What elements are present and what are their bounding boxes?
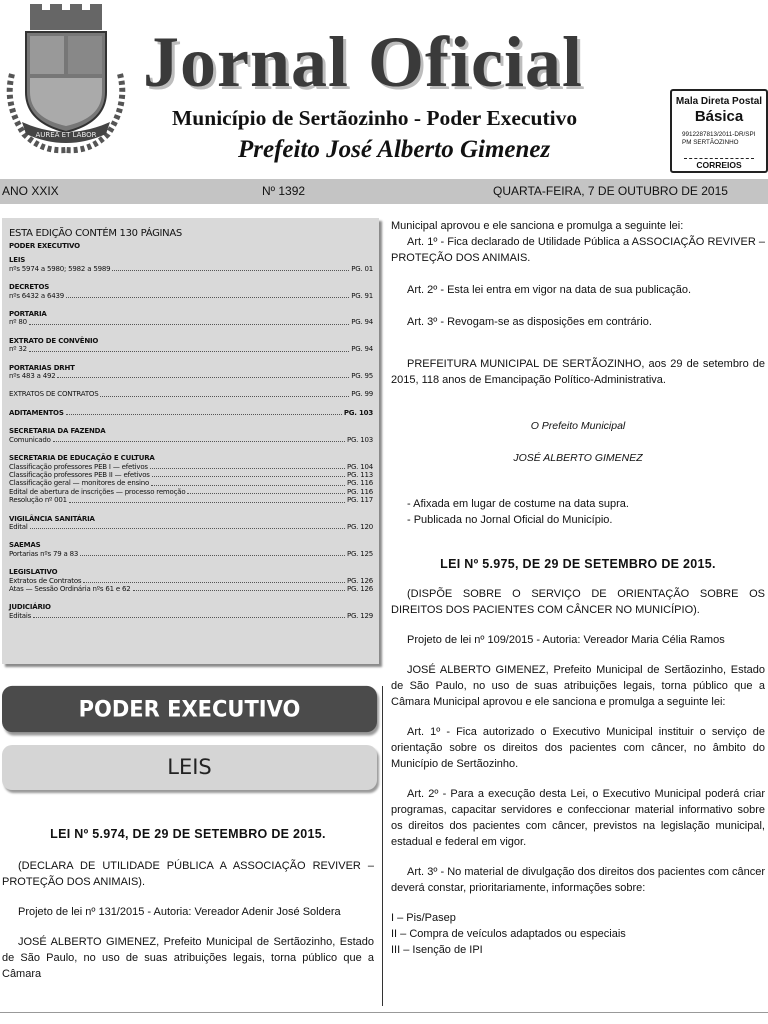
toc-row: EXTRATOS DE CONTRATOS PG. 99 <box>9 390 373 399</box>
paragraph: Projeto de lei nº 131/2015 - Autoria: Vereador Adenir José Soldera <box>18 906 341 918</box>
postal-stamp: Mala Direta Postal Básica 9912287813/2011-DR/SPI PM SERTÃOZINHO CORREIOS <box>670 89 768 173</box>
toc-section: PORTARIAS DRHT <box>9 363 75 372</box>
page-bottom-rule <box>0 1012 768 1013</box>
issue-year: ANO XXIX <box>2 184 59 198</box>
paragraph: (DISPÕE SOBRE O SERVIÇO DE ORIENTAÇÃO SOBRE OS DIREITOS DOS PACIENTES COM CÂNCER NO MUNICÍPIO). <box>391 588 765 616</box>
issue-number: Nº 1392 <box>262 184 306 198</box>
toc-row: Resolução nº 001 PG. 117 <box>9 496 373 505</box>
toc-row: ADITAMENTOS PG. 103 <box>9 408 373 417</box>
paragraph: Municipal aprovou e ele sanciona e promulga a seguinte lei: <box>391 220 684 232</box>
toc-row: Classificação professores PEB I — efetivos PG. 104 <box>9 462 373 471</box>
toc-row: nºs 5974 a 5980; 5982 a 5989 PG. 01 <box>9 264 373 273</box>
list-item: II – Compra de veículos adaptados ou especiais <box>391 928 626 940</box>
paragraph: Art. 1º - Fica declarado de Utilidade Pública a ASSOCIAÇÃO REVIVER – PROTEÇÃO DOS ANIMAIS. <box>391 236 765 264</box>
paragraph: Art. 1º - Fica autorizado o Executivo Municipal instituir o serviço de orientação sobre os direitos dos pacientes com câncer, no âmbito do Município de Sertãozinho. <box>391 726 765 770</box>
toc-row: Comunicado PG. 103 <box>9 435 373 444</box>
toc-row: Classificação professores PEB II — efetivos PG. 113 <box>9 470 373 479</box>
paragraph: - Afixada em lugar de costume na data supra. <box>407 498 629 510</box>
paragraph: PREFEITURA MUNICIPAL DE SERTÃOZINHO, aos 29 de setembro de 2015, 118 anos de Emancipação Político-Administrativa. <box>391 358 765 386</box>
toc-row: Atas — Sessão Ordinária nºs 61 e 62 PG. 126 <box>9 584 373 593</box>
toc-row: Classificação geral — monitores de ensino PG. 116 <box>9 479 373 488</box>
law-5974-heading: LEI Nº 5.974, DE 29 DE SETEMBRO DE 2015. <box>50 827 326 841</box>
toc-row: nº 32 PG. 94 <box>9 345 373 354</box>
left-article <box>2 826 374 982</box>
list-item: III – Isenção de IPI <box>391 944 483 956</box>
signature-name: JOSÉ ALBERTO GIMENEZ <box>513 452 643 464</box>
toc-section: LEIS <box>9 256 26 265</box>
poder-executivo-banner: PODER EXECUTIVO <box>2 686 377 732</box>
paragraph: JOSÉ ALBERTO GIMENEZ, Prefeito Municipal de Sertãozinho, Estado de São Paulo, no uso de suas atribuições legais, torna público que a Câmara Municipal aprovou e ele sanciona e promulga a seguinte lei: <box>391 664 765 708</box>
toc-row: Extratos de Contratos PG. 126 <box>9 576 373 585</box>
issue-info-bar <box>0 179 768 204</box>
newspaper-title: Jornal Oficial <box>143 22 583 102</box>
leis-banner: LEIS <box>2 745 377 790</box>
issue-date: QUARTA-FEIRA, 7 DE OUTUBRO DE 2015 <box>493 184 728 198</box>
toc-row: Edital PG. 120 <box>9 522 373 531</box>
toc-row: nºs 6432 a 6439 PG. 91 <box>9 291 373 300</box>
svg-text:AUREA ET LABOR: AUREA ET LABOR <box>35 131 97 139</box>
toc-section: SAEMAS <box>9 541 41 550</box>
toc-row: nºs 483 a 492 PG. 95 <box>9 372 373 381</box>
column-divider <box>382 686 383 1006</box>
table-of-contents <box>2 218 379 664</box>
toc-section: LEGISLATIVO <box>9 568 58 577</box>
municipal-crest-logo <box>2 4 130 154</box>
toc-section: EXTRATO DE CONVÊNIO <box>9 336 99 345</box>
paragraph: Art. 3º - Revogam-se as disposições em contrário. <box>407 316 652 328</box>
toc-row: Editais PG. 129 <box>9 611 373 620</box>
toc-section: SECRETARIA DA FAZENDA <box>9 427 106 436</box>
mayor-line: Prefeito José Alberto Gimenez <box>238 136 551 163</box>
toc-section: PODER EXECUTIVO <box>9 242 80 250</box>
paragraph: - Publicada no Jornal Oficial do Município. <box>407 514 613 526</box>
toc-section: DECRETOS <box>9 283 50 292</box>
paragraph: JOSÉ ALBERTO GIMENEZ, Prefeito Municipal de Sertãozinho, Estado de São Paulo, no uso de suas atribuições legais, torna público que a Câmara <box>2 936 374 980</box>
toc-row: Edital de abertura de inscrições — processo remoção PG. 116 <box>9 487 373 496</box>
signature-title: O Prefeito Municipal <box>530 420 626 432</box>
toc-section: VIGILÂNCIA SANITÁRIA <box>9 514 95 523</box>
paragraph: (DECLARA DE UTILIDADE PÚBLICA A ASSOCIAÇÃO REVIVER – PROTEÇÃO DOS ANIMAIS). <box>2 860 374 888</box>
toc-section: JUDICIÁRIO <box>9 603 51 612</box>
paragraph: Art. 2º - Esta lei entra em vigor na data de sua publicação. <box>407 284 692 296</box>
toc-row: nº 80 PG. 94 <box>9 318 373 327</box>
toc-heading: ESTA EDIÇÃO CONTÉM 130 PÁGINAS <box>9 228 182 239</box>
toc-section: PORTARIA <box>9 310 47 319</box>
list-item: I – Pis/Pasep <box>391 912 456 924</box>
paragraph: Art. 3º - No material de divulgação dos direitos dos pacientes com câncer deverá constar, prioritariamente, informações sobre: <box>391 866 765 894</box>
paragraph: Projeto de lei nº 109/2015 - Autoria: Vereador Maria Célia Ramos <box>407 634 725 646</box>
toc-section: SECRETARIA DE EDUCAÇÃO E CULTURA <box>9 454 155 463</box>
paragraph: Art. 2º - Para a execução desta Lei, o Executivo Municipal poderá criar programas, capacitar servidores e confeccionar material informativo sobre os direitos dos pacientes com câncer, previstos na legislação municipal, estadual e federal em vigor. <box>391 788 765 848</box>
toc-row: Portarias nºs 79 a 83 PG. 125 <box>9 549 373 558</box>
newspaper-subtitle: Município de Sertãozinho - Poder Executivo <box>172 106 578 130</box>
law-5975-heading: LEI Nº 5.975, DE 29 DE SETEMBRO DE 2015. <box>440 557 716 571</box>
right-article <box>391 218 765 958</box>
